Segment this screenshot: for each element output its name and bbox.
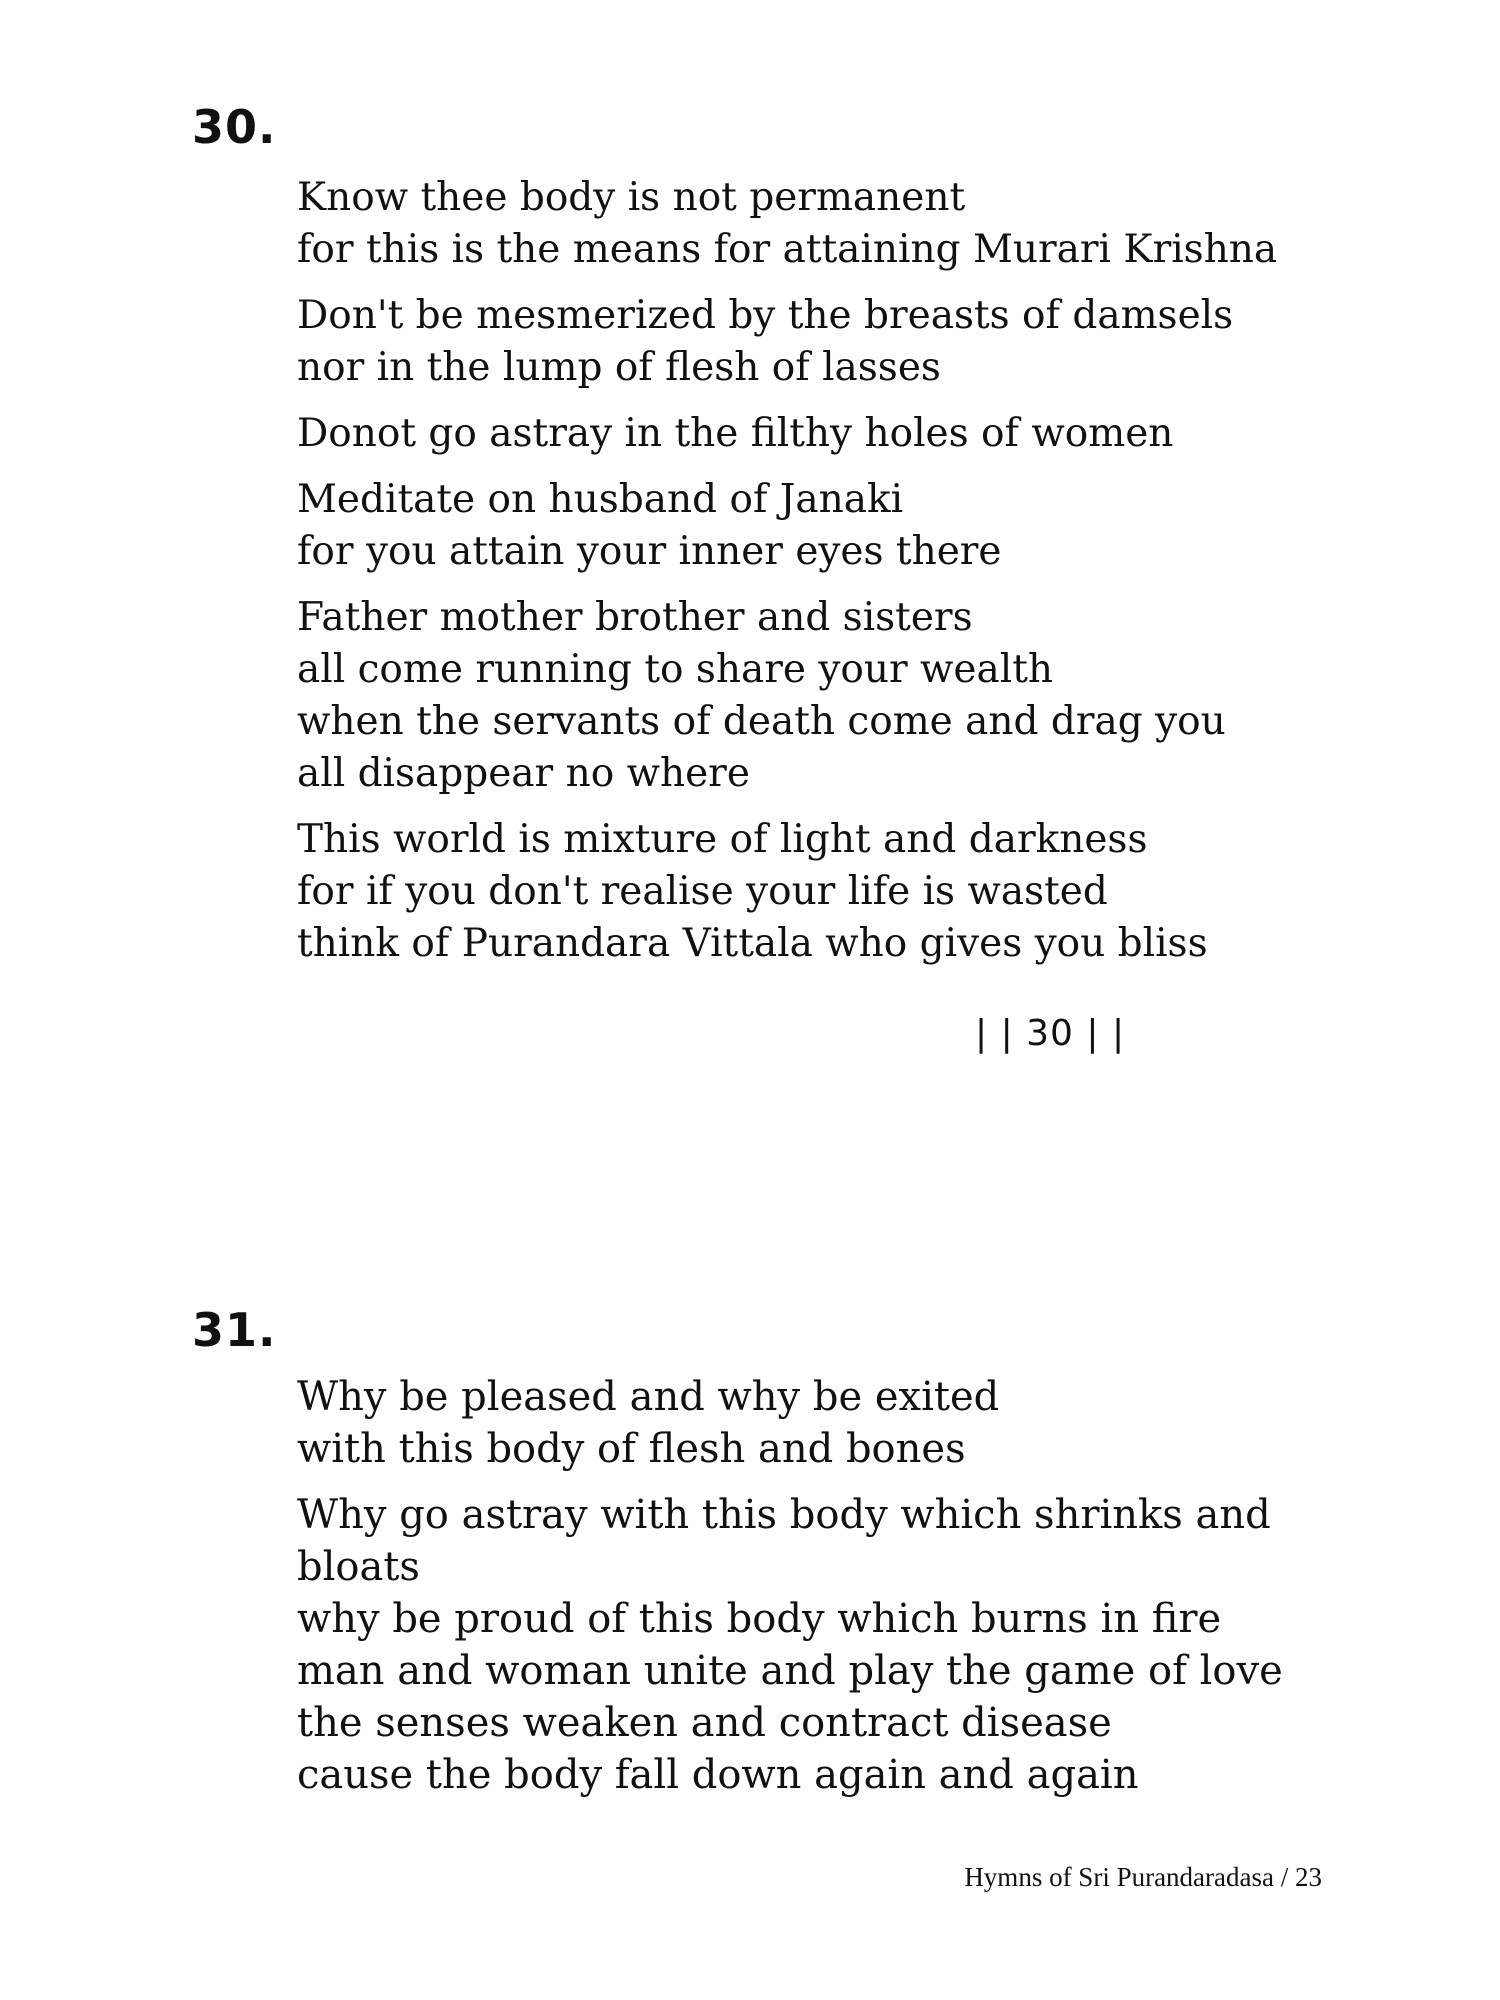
hymn-30-end-marker: | | 30 | | — [975, 1013, 1126, 1054]
page-footer: Hymns of Sri Purandaradasa / 23 — [964, 1862, 1322, 1892]
verse-line: bloats — [297, 1544, 420, 1590]
verse-line: for this is the means for attaining Murari Krishna — [297, 227, 1278, 272]
verse-line: for if you don't realise your life is wasted — [297, 869, 1108, 914]
verse-line: Meditate on husband of Janaki — [297, 477, 904, 522]
verse-line: Donot go astray in the filthy holes of women — [297, 411, 1174, 456]
stanza — [297, 592, 1297, 800]
verse-line: why be proud of this body which burns in fire — [297, 1596, 1222, 1642]
verse-line: nor in the lump of flesh of lasses — [297, 345, 941, 390]
stanza — [297, 172, 1297, 276]
hymn-30-number: 30. — [192, 100, 277, 154]
verse-line: the senses weaken and contract disease — [297, 1700, 1112, 1746]
verse-line: Father mother brother and sisters — [297, 595, 973, 640]
verse-line: This world is mixture of light and darkness — [297, 817, 1148, 862]
verse-line: man and woman unite and play the game of love — [297, 1648, 1283, 1694]
verse-line: Know thee body is not permanent — [297, 175, 966, 220]
verse-line: when the servants of death come and drag you — [297, 699, 1226, 744]
stanza — [297, 408, 1297, 460]
verse-line: for you attain your inner eyes there — [297, 529, 1002, 574]
stanza — [297, 814, 1297, 970]
hymn-31-verses — [297, 1371, 1297, 1815]
verse-line: with this body of flesh and bones — [297, 1426, 966, 1472]
verse-line: cause the body fall down again and again — [297, 1752, 1139, 1798]
verse-line: Don't be mesmerized by the breasts of damsels — [297, 293, 1234, 338]
verse-line: Why go astray with this body which shrinks and — [297, 1492, 1271, 1538]
verse-line: Why be pleased and why be exited — [297, 1374, 1000, 1420]
hymn-30-verses — [297, 172, 1297, 984]
stanza — [297, 1489, 1297, 1801]
stanza — [297, 474, 1297, 578]
verse-line: think of Purandara Vittala who gives you bliss — [297, 921, 1208, 966]
verse-line: all disappear no where — [297, 751, 750, 796]
stanza — [297, 1371, 1297, 1475]
verse-line: all come running to share your wealth — [297, 647, 1054, 692]
hymn-31-number: 31. — [192, 1303, 277, 1357]
stanza — [297, 290, 1297, 394]
